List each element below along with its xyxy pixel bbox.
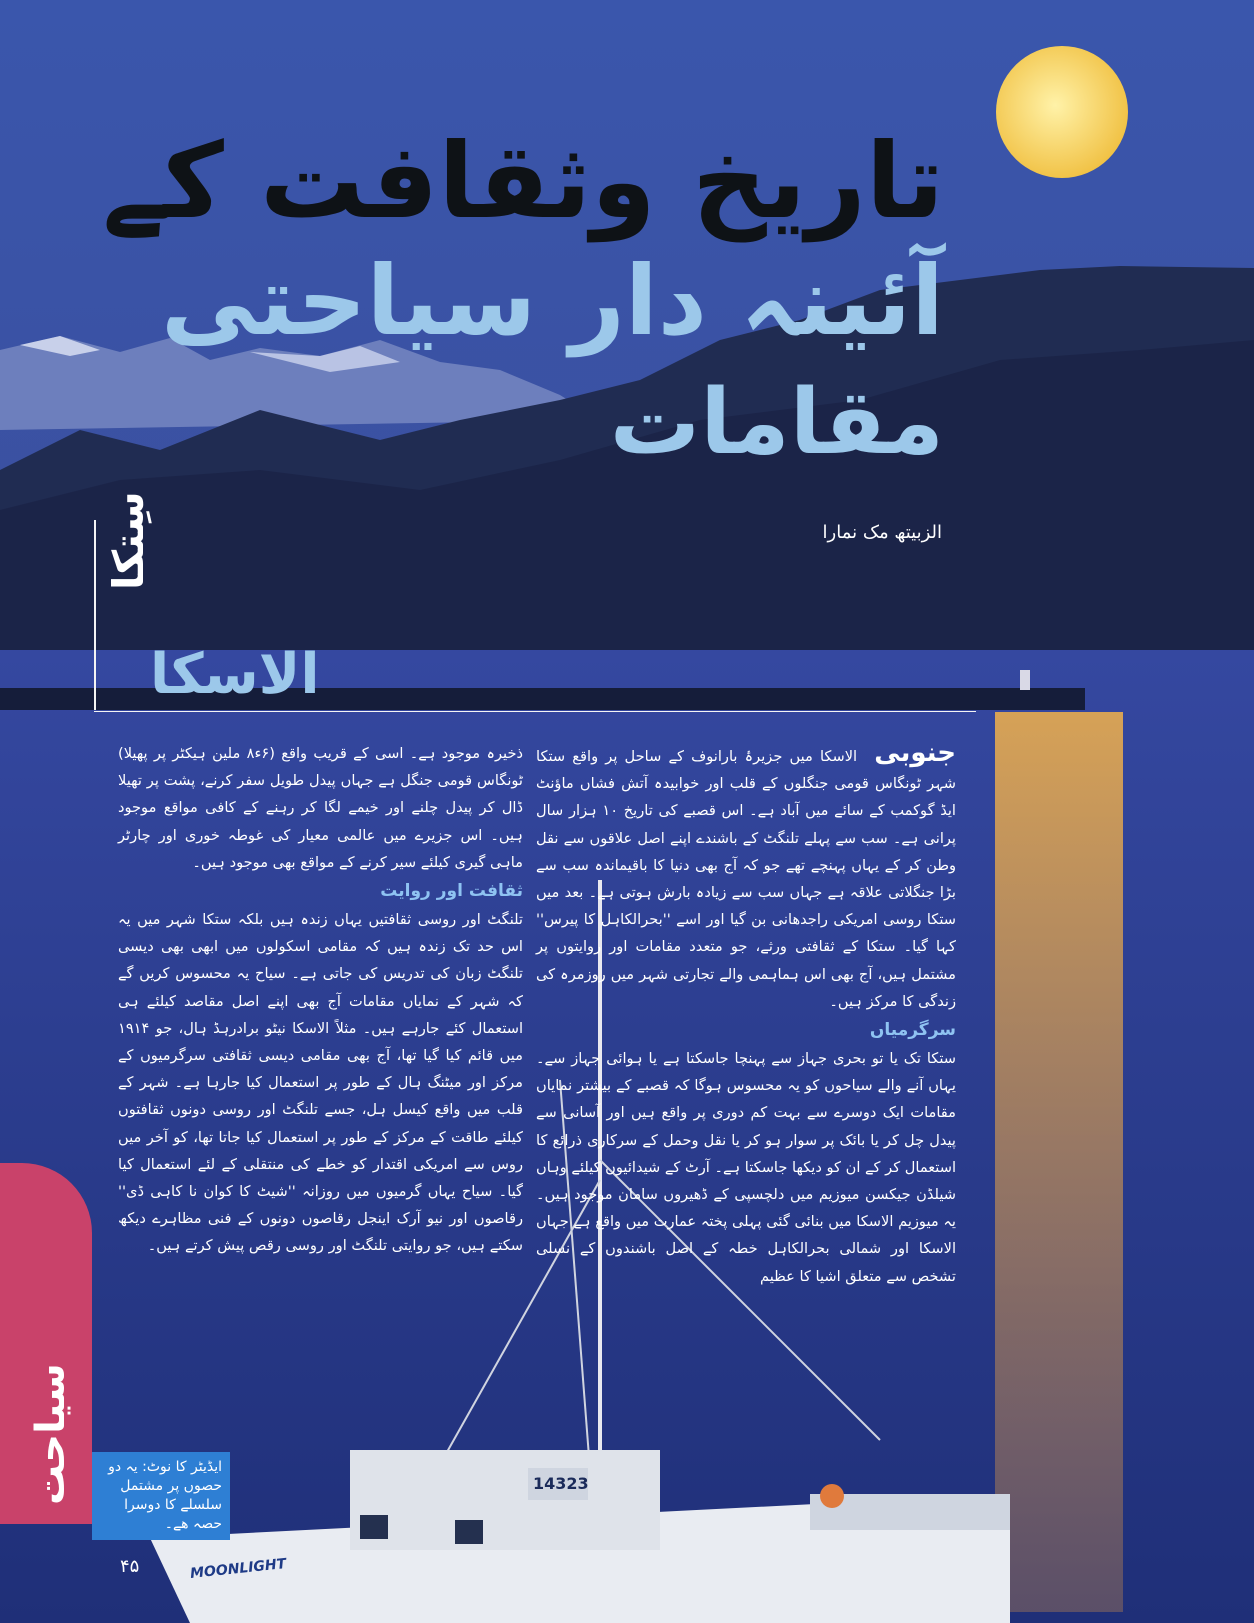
paragraph-text: ذخیرہ موجود ہے۔ اسی کے قریب واقع (۶ء۸ ملین ہیکٹر پر پھیلا) ٹونگاس قومی جنگل ہے جہاں پیدل طویل سفر کرنے، پشت پر تھیلا ڈال کر پیدل چلنے اور خیمے لگا کر رہنے کے کافی مواقع موجود ہیں۔ اس جزیرے میں عالمی معیار کی غوطہ خوری اور چارٹر ماہی گیری کیلئے سیر کرنے کے مواقع بھی موجود ہیں۔: [118, 745, 523, 871]
divider-horizontal: [94, 711, 976, 712]
paragraph-text: ستکا تک یا تو بحری جہاز سے پہنچا جاسکتا ہے یا ہوائی جہاز سے۔ یہاں آنے والے سیاحوں کو یہ محسوس ہوگا کہ قصبے کے بیشتر نمایاں مقامات ایک دوسرے سے بہت کم دوری پر واقع ہیں اور آسانی سے پیدل چل کر یا بائک پر سوار ہو کر یا نقل وحمل کے سرکاری ذرائع کا استعمال کر کے ان کو دیکھا جاسکتا ہے۔ آرٹ کے شیدائیوں کیلئے وہاں شیلڈن جیکسن میوزیم میں دلچسپی کے ڈھیروں سامان موجود ہیں۔ یہ میوزیم الاسکا میں بنائی گئی پہلی پختہ عمارت میں واقع ہے جہاں الاسکا اور شمالی بحرالکاہل خطہ کے اصل باشندوں کے نسلی تشخص سے متعلق اشیا کا عظیم: [536, 1050, 956, 1285]
headline-line-2: آئینہ دار سیاحتی: [161, 245, 944, 357]
paragraph-text: الاسکا میں جزیرۂ بارانوف کے ساحل پر واقع ستکا شہر ٹونگاس قومی جنگلوں کے قلب اور خوابیدہ آتش فشاں ماؤنٹ ایڈ گوکمب کے سائے میں آباد ہے۔ اس قصبے کی تاریخ ۱۰ ہزار سال پرانی ہے۔ سب سے پہلے تلنگٹ کے باشندے اپنے اصل علاقوں سے نقل وطن کر کے یہاں پہنچے تھے جو کہ آج بھی دنیا کا باقیماندہ سب سے بڑا جنگلاتی علاقہ ہے جہاں سب سے زیادہ بارش ہوتی ہے۔ بعد میں ستکا روسی امریکی راجدھانی بن گیا اور اسے ''بحرالکاہل کا پیرس'' کہا گیا۔ ستکا کے ثقافتی ورثے، جو متعدد مقامات اور روایتوں پر مشتمل ہیں، آج بھی اس ہماہمی والے تجارتی شہر میں روزمرہ کی زندگی کا مرکز ہیں۔: [536, 748, 956, 1010]
lead-word: جنوبی: [874, 738, 956, 768]
moon-reflection: [995, 712, 1123, 1612]
article-column-left: [118, 740, 523, 1260]
divider-vertical: [94, 520, 96, 710]
subheading-culture: ثقافت اور روایت: [380, 881, 523, 902]
city-name: سِتکا: [104, 491, 153, 590]
boat-name: MOONLIGHT: [189, 1556, 287, 1582]
headline-line-1: تاریخ وثقافت کے: [102, 120, 944, 242]
page-number: ۴۵: [120, 1556, 140, 1577]
region-name: الاسکا: [150, 642, 320, 707]
article-column-right: [536, 740, 956, 1290]
paragraph-text: تلنگٹ اور روسی ثقافتیں یہاں زندہ ہیں بلکہ ستکا شہر میں یہ اس حد تک زندہ ہیں کہ مقامی اسکولوں میں ابھی بھی دیسی تلنگٹ زبان کی تدریس کی جاتی ہے۔ سیاح یہ محسوس کریں گے کہ شہر کے نمایاں مقامات آج بھی اپنے اصل مقاصد کیلئے ہی استعمال کئے جارہے ہیں۔ مثلاً الاسکا نیٹو برادرہڈ ہال، جو ۱۹۱۴ میں قائم کیا گیا تھا، آج بھی مقامی دیسی ثقافتی سرگرمیوں کے مرکز اور میٹنگ ہال کے طور پر استعمال کیا جارہا ہے۔ شہر کے قلب میں واقع کیسل ہل، جسے تلنگٹ اور روسی دونوں ثقافتوں کیلئے طاقت کے مرکز کے طور پر استعمال کیا جاتا تھا، کو آخر میں روس سے امریکی اقتدار کو خطے کی منتقلی کے لئے استعمال کیا گیا۔ سیاح یہاں گرمیوں میں روزانہ ''شیٹ کا کوان نا کاہی ڈی'' رقاصوں اور نیو آرک اینجل رقاصوں دونوں کے فنی مظاہرے دیکھ سکتے ہیں، جو روایتی تلنگٹ اور روسی رقص پیش کرتے ہیں۔: [118, 911, 523, 1255]
author-byline: الزبیتھ مک نمارا: [822, 522, 942, 543]
headline-line-3: مقامات: [609, 370, 944, 475]
moon: [996, 46, 1128, 178]
intro-paragraph: [536, 740, 956, 1015]
boat-number: 14323: [533, 1474, 589, 1493]
subheading-activities: سرگرمیاں: [869, 1020, 956, 1041]
editor-note: ایڈیٹر کا نوٹ: یہ دو حصوں پر مشتمل سلسلے کا دوسرا حصہ ھے۔: [92, 1452, 230, 1540]
section-label: سیاحت: [28, 1363, 74, 1505]
